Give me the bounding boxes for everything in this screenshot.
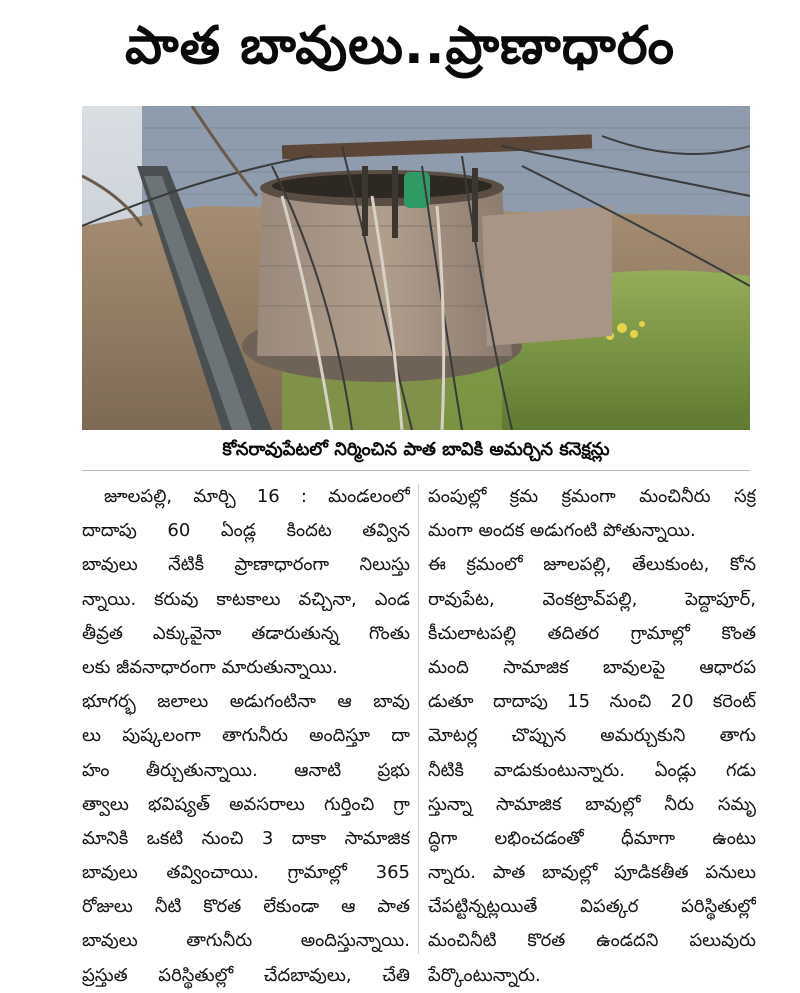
- article-line: ఈ క్రమంలో జూలపల్లి, తేలుకుంట, కోన: [428, 554, 756, 576]
- article-line: మంది సామాజిక బావులపై ఆధారప: [428, 656, 756, 678]
- article-line: స్తున్నా సామాజిక బావుల్లో నీరు సమృ: [428, 793, 756, 815]
- headline: పాత బావులు..ప్రాణాధారం: [124, 15, 676, 76]
- well-photo-illustration: [82, 106, 750, 430]
- article-line: భూగర్భ జలాలు అడుగంటినా ఆ బావు: [82, 691, 410, 713]
- article-line: డుతూ దాదాపు 15 నుంచి 20 కరెంట్: [428, 691, 756, 713]
- article-line: జూలపల్లి, మార్చి 16 : మండలంలో: [104, 486, 410, 507]
- news-photo: [82, 106, 750, 430]
- photo-caption: కోనరావుపేటలో నిర్మించిన పాత బావికి అమర్చిన కనెక్షన్లు: [222, 438, 610, 460]
- article-line: ద్ధిగా లభించడంతో ధీమాగా ఉంటు: [428, 827, 756, 849]
- article-line: ప్రస్తుత పరిస్థితుల్లో చేదబావులు, చేతి: [82, 964, 410, 986]
- article-line: దాదాపు 60 ఏండ్ల కిందట తవ్విన: [82, 520, 410, 542]
- article-line: మానికి ఒకటి నుంచి 3 దాకా సామాజిక: [82, 827, 410, 849]
- article-column-left: [82, 480, 410, 993]
- article-line: లు పుష్కలంగా తాగునీరు అందిస్తూ దా: [82, 725, 410, 747]
- article-line: కీచులాటపల్లి తదితర గ్రామాల్లో కొంత: [428, 622, 756, 644]
- article-line: పంపుల్లో క్రమ క్రమంగా మంచినీరు సక్ర: [428, 486, 756, 507]
- article-line: మంగా అందక అడుగంటి పోతున్నాయి.: [428, 520, 696, 542]
- article-line: రావుపేట, వెంకట్రావ్‌పల్లి, పెద్దాపూర్,: [428, 588, 756, 610]
- article-line: లకు జీవనాధారంగా మారుతున్నాయి.: [82, 656, 338, 678]
- article-line: హం తీర్చుతున్నాయి. ఆనాటి ప్రభు: [82, 759, 410, 781]
- article-column-right: [428, 480, 756, 993]
- article-line: బావులు తవ్వించాయి. గ్రామాల్లో 365: [82, 862, 410, 884]
- article-line: మంచినీటి కొరత ఉండదని పలువురు: [428, 930, 756, 952]
- article-line: బావులు నేటికీ ప్రాణాధారంగా నిలుస్తు: [82, 554, 410, 576]
- article-line: పేర్కొంటున్నారు.: [428, 964, 541, 986]
- article-line: మోటర్ల చొప్పున అమర్చుకుని తాగు: [428, 725, 756, 747]
- article-line: త్వాలు భవిష్యత్ అవసరాలు గుర్తించి గ్రా: [82, 793, 410, 815]
- article-line: బావులు తాగునీరు అందిస్తున్నాయి.: [82, 930, 410, 952]
- article-line: న్నాయి. కరువు కాటకాలు వచ్చినా, ఎండ: [82, 588, 410, 610]
- column-divider: [418, 484, 419, 954]
- article-line: తీవ్రత ఎక్కువైనా తడారుతున్న గొంతు: [82, 622, 410, 644]
- article-line: నీటికి వాడుకుంటున్నారు. ఏండ్లు గడు: [428, 759, 756, 781]
- caption-divider: [82, 470, 750, 471]
- article-line: రోజులు నీటి కొరత లేకుండా ఆ పాత: [82, 896, 410, 918]
- article-line: చేపట్టిన్నట్లయితే విపత్కర పరిస్థితుల్లో: [428, 896, 756, 918]
- article-line: న్నారు. పాత బావుల్లో పూడికతీత పనులు: [428, 862, 756, 884]
